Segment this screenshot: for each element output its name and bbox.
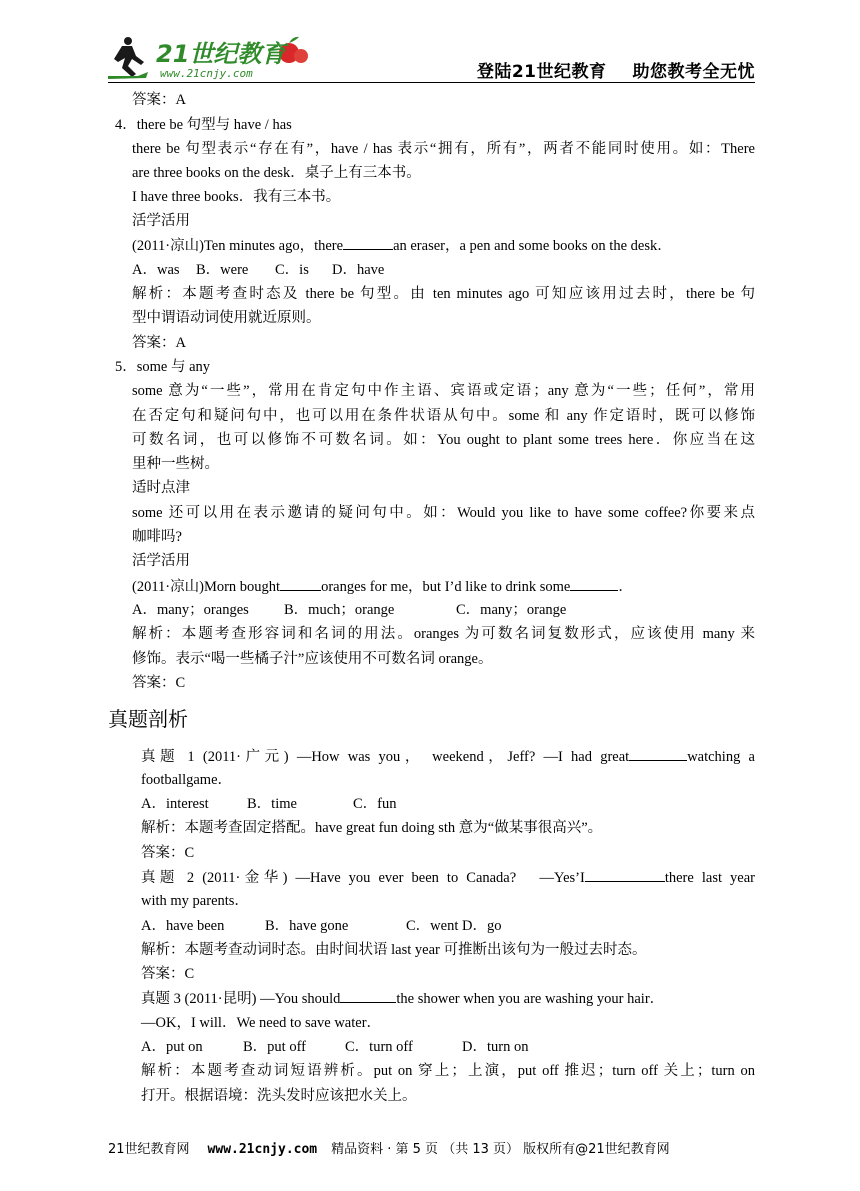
answer-line: 答案：C: [141, 966, 195, 982]
option: A．interest: [141, 796, 209, 812]
logo-title: 21世纪教育: [156, 40, 286, 68]
subheading: 适时点津: [132, 480, 190, 496]
question-text: 真题 2 (2011·金华) —Have you ever been to Canada? —Yes’I: [141, 870, 585, 886]
option: A．many；oranges: [132, 602, 249, 618]
options-line: [141, 1037, 528, 1057]
option: B．have gone: [265, 918, 349, 934]
paragraph-line: 在否定句和疑问句中，也可以用在条件状语从句中。some 和 any 作定语时，既可以修饰: [132, 408, 755, 424]
question-text: 真题 1 (2011·广元) —How was you， weekend，Jeff? —I had great: [141, 749, 630, 765]
question-text: (2011·凉山)Morn bought: [132, 579, 281, 595]
logo-url: www.21cnjy.com: [160, 67, 253, 80]
analysis-line: 解析：本题考查动词短语辨析。put on 穿上；上演，put off 推迟；turn off 关上；turn on: [141, 1063, 755, 1079]
analysis-line: 解析：本题考查时态及 there be 句型。由 ten minutes ago 可知应该用过去时，there be 句: [132, 286, 755, 302]
option: D．turn on: [462, 1039, 529, 1055]
answer-blank[interactable]: [280, 576, 321, 591]
answer-line: 答案：A: [132, 335, 186, 351]
question-text: the shower when you are washing your hair．: [396, 991, 665, 1007]
question-text: (2011·凉山)Ten minutes ago，there: [132, 238, 344, 254]
footer-url[interactable]: www.21cnjy.com: [207, 1142, 318, 1157]
question-text: with my parents．: [141, 893, 249, 909]
paragraph-line: 可数名词，也可以修饰不可数名词。如：You ought to plant some trees here．你应当在这: [132, 432, 755, 448]
paragraph-line: are three books on the desk．桌子上有三本书。: [132, 165, 421, 181]
header-slogan: [477, 57, 755, 82]
answer-blank[interactable]: [585, 867, 665, 882]
page-footer: [108, 1138, 670, 1157]
item-heading: 5．some 与 any: [115, 359, 211, 375]
header-divider: [108, 82, 755, 83]
header-slogan-1: 登陆21世纪教育: [476, 62, 607, 82]
question-text: footballgame．: [141, 772, 233, 788]
question-text: there last year: [664, 870, 755, 886]
answer-blank[interactable]: [340, 988, 396, 1003]
option: D．have: [332, 262, 385, 278]
option: B．put off: [243, 1039, 306, 1055]
question-text: 真题 3 (2011·昆明) —You should: [141, 991, 341, 1007]
page-header: [108, 22, 755, 84]
footer-info: 精品资料 · 第 5 页 （共 13 页） 版权所有@21世纪教育网: [331, 1142, 670, 1157]
question-line: [141, 746, 755, 767]
paragraph-line: some 意为“一些”，常用在肯定句中作主语、宾语或定语；any 意为“一些；任何”，常用: [132, 383, 755, 399]
option: B．time: [247, 796, 297, 812]
answer-blank[interactable]: [629, 746, 687, 761]
question-text: ．: [618, 579, 633, 595]
option: B．much；orange: [284, 602, 395, 618]
answer-line: 答案：C: [132, 675, 186, 691]
options-line: [132, 260, 384, 280]
paragraph-line: some 还可以用在表示邀请的疑问句中。如：Would you like to have some coffee?你要来点: [132, 505, 755, 521]
option: C．is: [275, 262, 309, 278]
question-text: —OK，I will．We need to save water．: [141, 1015, 382, 1031]
analysis-line: 解析：本题考查固定搭配。have great fun doing sth 意为“做某事很高兴”。: [141, 820, 603, 836]
footer-site: 21世纪教育网: [108, 1142, 190, 1157]
option: C．fun: [353, 796, 397, 812]
question-line: [132, 235, 672, 256]
option: A．was: [132, 262, 180, 278]
subheading: 活学活用: [132, 553, 190, 569]
question-line: [141, 867, 755, 888]
answer-blank[interactable]: [570, 576, 618, 591]
header-slogan-2: 助您教考全无忧: [632, 62, 755, 82]
paragraph-line: I have three books．我有三本书。: [132, 189, 341, 205]
analysis-line: 解析：本题考查动词时态。由时间状语 last year 可推断出该句为一般过去时态。: [141, 942, 647, 958]
option: B．were: [196, 262, 249, 278]
paragraph-line: 咖啡吗?: [132, 529, 182, 545]
option: A．have been: [141, 918, 225, 934]
runner-icon: [108, 37, 148, 79]
paragraph-line: there be 句型表示“存在有”，have / has 表示“拥有，所有”，两者不能同时使用。如：There: [132, 141, 755, 157]
question-text: an eraser，a pen and some books on the desk．: [393, 238, 672, 254]
question-text: oranges for me，but I’d like to drink some: [321, 579, 571, 595]
option: C．many；orange: [456, 602, 567, 618]
analysis-line: 打开。根据语境：洗头发时应该把水关上。: [141, 1088, 417, 1104]
analysis-line: 型中谓语动词使用就近原则。: [132, 310, 321, 326]
answer-line: 答案：C: [141, 845, 195, 861]
option: C．turn off: [345, 1039, 413, 1055]
question-text: watching a: [687, 749, 755, 765]
site-logo: [108, 32, 313, 80]
options-line: [132, 600, 566, 620]
item-heading: 4．there be 句型与 have / has: [115, 117, 292, 133]
section-title: 真题剖析: [108, 707, 188, 731]
question-line: [141, 988, 664, 1009]
subheading: 活学活用: [132, 213, 190, 229]
option: A．put on: [141, 1039, 203, 1055]
options-line: [141, 794, 397, 814]
paragraph-line: 里种一些树。: [132, 456, 219, 472]
question-line: [132, 576, 633, 597]
options-line: [141, 916, 501, 936]
analysis-line: 解析：本题考查形容词和名词的用法。oranges 为可数名词复数形式，应该使用 many 来: [132, 626, 755, 642]
answer-blank[interactable]: [343, 235, 393, 250]
analysis-line: 修饰。表示“喝一些橘子汁”应该使用不可数名词 orange。: [132, 651, 493, 667]
answer-line: 答案：A: [132, 92, 186, 108]
option: C．went D．go: [406, 918, 502, 934]
